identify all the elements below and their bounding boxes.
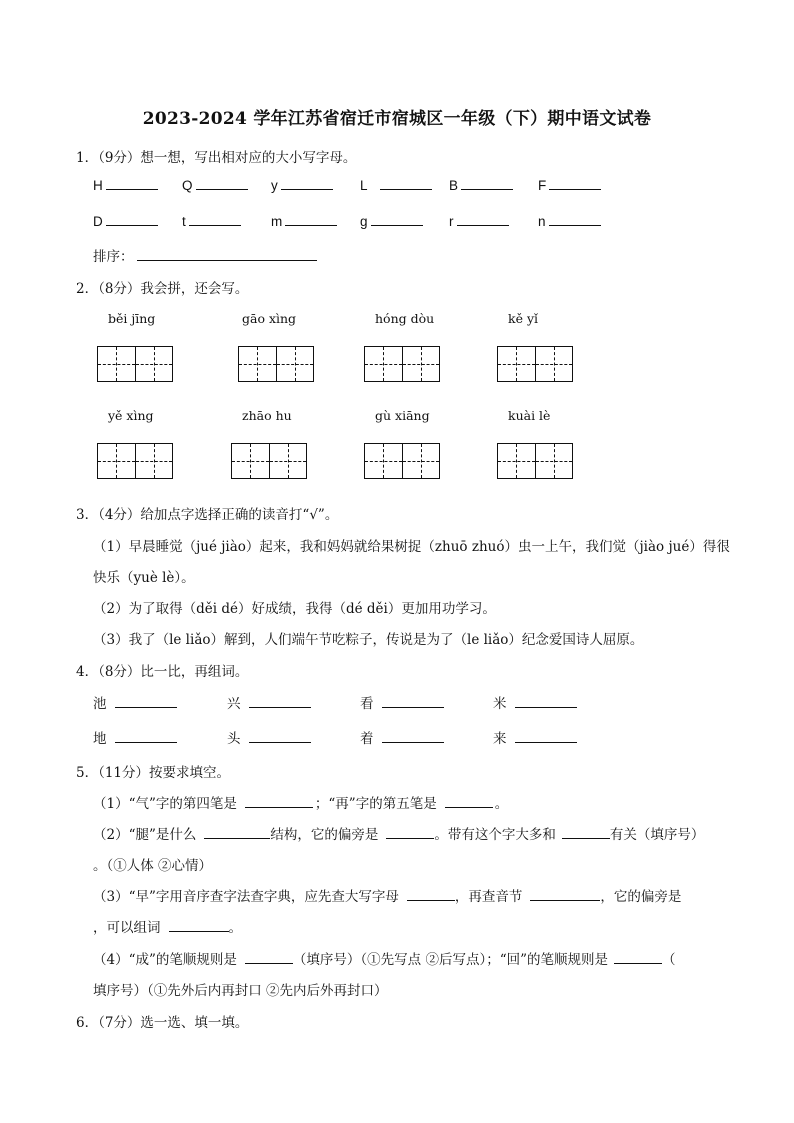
question-1-header: 1．（9分）想一想，写出相对应的大小写字母。 xyxy=(76,150,357,166)
q4-char: 池 xyxy=(93,692,177,712)
q1-letter: L xyxy=(360,177,432,193)
q1-letter: B xyxy=(449,177,513,193)
writing-grid[interactable] xyxy=(364,346,440,382)
q1-letter: y xyxy=(271,177,333,193)
question-4-header: 4．（8分）比一比，再组词。 xyxy=(76,664,249,680)
q1-letter: H xyxy=(93,177,158,193)
q3-line-1: （1）早晨睡觉（jué jiào）起来，我和妈妈就给果树捉（zhuō zhuó）虫一上午，我们觉（jiào jué）得很 xyxy=(93,539,730,555)
q3-line-4: （3）我了（le liǎo）解到，人们端午节吃粽子，传说是为了（le liǎo）纪念爱国诗人屈原。 xyxy=(93,632,644,648)
q5-line-3: 。（①人体 ②心情） xyxy=(93,858,213,874)
pinyin-label: kě yǐ xyxy=(508,311,539,326)
question-2-header: 2．（8分）我会拼，还会写。 xyxy=(76,281,249,297)
page-title: 2023-2024 学年江苏省宿迁市宿城区一年级（下）期中语文试卷 xyxy=(142,109,652,129)
q5-line-1: （1）“气”字的第四笔是 ；“再”字的第五笔是 。 xyxy=(93,796,509,812)
question-5-header: 5．（11分）按要求填空。 xyxy=(76,765,231,781)
writing-grid[interactable] xyxy=(231,443,307,479)
writing-grid[interactable] xyxy=(238,346,314,382)
q4-char: 着 xyxy=(360,727,444,747)
pinyin-label: hóng dòu xyxy=(375,311,435,326)
q1-letter: m xyxy=(271,213,337,229)
q4-char: 看 xyxy=(360,692,444,712)
q5-line-6: （4）“成”的笔顺规则是 （填序号）（①先写点 ②后写点）；“回”的笔顺规则是 （ xyxy=(93,952,676,968)
q1-order: 排序： xyxy=(93,245,317,265)
q4-char: 兴 xyxy=(227,692,311,712)
question-3-header: 3．（4分）给加点字选择正确的读音打“√”。 xyxy=(76,507,339,523)
q1-letter: t xyxy=(182,213,241,229)
q4-char: 地 xyxy=(93,727,177,747)
q1-letter: F xyxy=(538,177,601,193)
q1-letter: n xyxy=(538,213,601,229)
writing-grid[interactable] xyxy=(97,443,173,479)
q3-line-3: （2）为了取得（děi dé）好成绩，我得（dé děi）更加用功学习。 xyxy=(93,601,496,617)
q4-char: 米 xyxy=(493,692,577,712)
writing-grid[interactable] xyxy=(364,443,440,479)
pinyin-label: běi jīng xyxy=(108,311,156,326)
q5-line-2: （2）“腿”是什么 结构，它的偏旁是 。带有这个字大多和 有关（填序号） xyxy=(93,827,705,843)
q1-letter: Q xyxy=(182,177,248,193)
writing-grid[interactable] xyxy=(97,346,173,382)
q5-line-5: ，可以组词 。 xyxy=(93,920,242,936)
pinyin-label: zhāo hu xyxy=(242,408,292,423)
pinyin-label: gù xiāng xyxy=(375,408,430,423)
q3-line-2: 快乐（yuè lè）。 xyxy=(93,570,195,586)
q4-char: 来 xyxy=(493,727,577,747)
q1-letter: D xyxy=(93,213,158,229)
q1-letter: r xyxy=(449,213,509,229)
q1-letter: g xyxy=(360,213,423,229)
pinyin-label: kuài lè xyxy=(508,408,551,423)
writing-grid[interactable] xyxy=(497,443,573,479)
pinyin-label: yě xìng xyxy=(108,408,154,423)
pinyin-label: gāo xìng xyxy=(242,311,297,326)
q5-line-4: （3）“早”字用音序查字法查字典，应先查大写字母 ，再查音节 ，它的偏旁是 xyxy=(93,889,682,905)
q4-char: 头 xyxy=(227,727,311,747)
q5-line-7: 填序号）（①先外后内再封口 ②先内后外再封口） xyxy=(93,983,388,999)
writing-grid[interactable] xyxy=(497,346,573,382)
question-6-header: 6．（7分）选一选、填一填。 xyxy=(76,1015,249,1031)
